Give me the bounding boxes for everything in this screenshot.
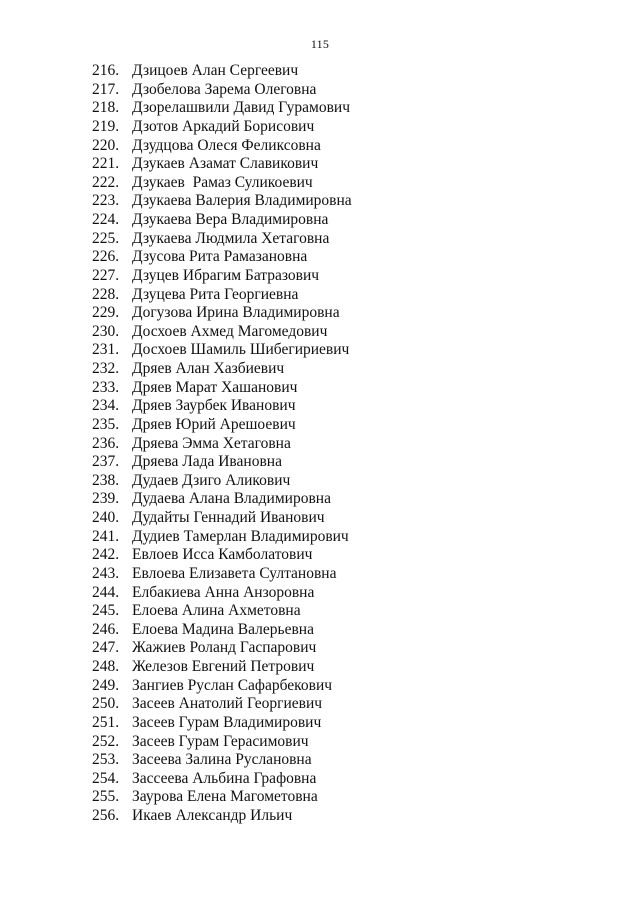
list-item-number: 237. [92,453,120,471]
list-item-number: 224. [92,211,120,228]
list-item-name: Засеев Гурам Герасимович [132,732,309,750]
list-item-number: 245. [92,602,120,620]
list-item-number: 247. [92,639,120,657]
list-item-name: Елоева Мадина Валерьевна [132,620,314,638]
list-item-number: 220. [92,136,120,154]
list-item-name: Дзотов Аркадий Борисович [132,117,315,135]
list-item-number: 222. [92,173,120,191]
list-item [92,323,352,342]
list-item-number: 218. [92,99,120,117]
list-item-number: 244. [92,583,120,601]
list-item [92,211,352,230]
list-item-name: Дзорелашвили Давид Гурамович [132,99,350,117]
list-item-number: 236. [92,434,120,452]
list-item-name: Дзукаева Валерия Владимировна [132,192,352,210]
list-item-number: 233. [92,378,120,396]
list-item-number: 238. [92,471,120,489]
list-item-name: Железов Евгений Петрович [132,658,315,675]
list-item-name: Дряева Лада Ивановна [132,453,282,471]
list-item-name: Дзусова Рита Рамазановна [132,248,308,266]
list-item-number: 255. [92,788,120,806]
list-item [92,602,352,621]
list-item-number: 246. [92,620,120,638]
list-item-number: 217. [92,80,120,98]
list-item [92,528,352,547]
list-item-number: 251. [92,713,120,731]
list-item-name: Дудаева Алана Владимировна [132,490,331,508]
list-item [92,62,352,81]
list-item-name: Дряев Заурбек Иванович [132,397,296,415]
list-item-number: 232. [92,360,120,377]
list-item-number: 243. [92,564,120,582]
list-item-name: Дзукаева Людмила Хетаговна [132,229,330,247]
list-item-number: 235. [92,415,120,433]
list-item-name: Дряев Марат Хашанович [132,378,298,396]
list-item [92,118,352,137]
list-item-name: Досхоев Шамиль Шибегириевич [132,341,350,359]
list-item-number: 221. [92,155,120,173]
list-item [92,546,352,565]
list-item [92,695,352,714]
list-item-number: 226. [92,248,120,266]
list-item-name: Дудайты Геннадий Иванович [132,509,325,526]
list-item-name: Дзицоев Алан Сергеевич [132,62,299,79]
list-item [92,565,352,584]
list-item-name: Заурова Елена Магометовна [132,788,318,806]
list-item-number: 254. [92,769,120,787]
list-item-number: 250. [92,695,120,713]
list-item-name: Дряев Алан Хазбиевич [132,360,285,377]
list-item-number: 234. [92,397,120,415]
list-item-number: 240. [92,509,120,526]
list-item-name: Дудиев Тамерлан Владимирович [132,527,349,545]
list-item-number: 242. [92,546,120,564]
name-list [92,62,352,826]
list-item-number: 230. [92,322,120,340]
list-item [92,155,352,174]
list-item-name: Досхоев Ахмед Магомедович [132,322,328,340]
list-item-name: Елоева Алина Ахметовна [132,602,301,620]
list-item [92,714,352,733]
list-item-name: Дзуцева Рита Георгиевна [132,285,299,303]
list-item-name: Дзукаева Вера Владимировна [132,211,329,228]
list-item [92,435,352,454]
list-item-number: 241. [92,527,120,545]
list-item [92,807,352,826]
list-item-name: Дзудцова Олеся Феликсовна [132,136,321,154]
list-item [92,658,352,677]
list-item-name: Евлоева Елизавета Султановна [132,564,337,582]
list-item [92,751,352,770]
list-item-number: 216. [92,62,120,79]
list-item [92,397,352,416]
list-item [92,733,352,752]
list-item-name: Дряева Эмма Хетаговна [132,434,291,452]
list-item [92,230,352,249]
list-item-name: Засеева Залина Руслановна [132,751,312,769]
list-item-name: Дзукаев Рамаз Суликоевич [132,173,313,191]
list-item-name: Дзукаев Азамат Славикович [132,155,319,173]
list-item [92,677,352,696]
list-item-name: Догузова Ирина Владимировна [132,304,340,322]
list-item-name: Засеев Гурам Владимирович [132,713,322,731]
list-item [92,360,352,379]
list-item [92,286,352,305]
list-item-name: Жажиев Роланд Гаспарович [132,639,317,657]
list-item-number: 248. [92,658,120,675]
list-item-number: 256. [92,807,120,824]
list-item [92,490,352,509]
list-item [92,584,352,603]
list-item [92,248,352,267]
list-item [92,81,352,100]
list-item [92,621,352,640]
list-item [92,770,352,789]
list-item-number: 252. [92,732,120,750]
list-item-number: 227. [92,266,120,284]
list-item [92,379,352,398]
list-item-number: 231. [92,341,120,359]
list-item [92,99,352,118]
list-item [92,304,352,323]
list-item-number: 239. [92,490,120,508]
list-item [92,509,352,528]
list-item [92,472,352,491]
list-item [92,341,352,360]
list-item-name: Дзуцев Ибрагим Батразович [132,266,320,284]
list-item-name: Засеев Анатолий Георгиевич [132,695,323,713]
list-item-name: Зангиев Руслан Сафарбекович [132,676,333,694]
list-item-number: 228. [92,285,120,303]
list-item [92,192,352,211]
list-item-name: Зассеева Альбина Графовна [132,769,317,787]
list-item-number: 249. [92,676,120,694]
list-item [92,174,352,193]
list-item [92,416,352,435]
list-item-number: 253. [92,751,120,769]
list-item [92,137,352,156]
list-item-number: 223. [92,192,120,210]
list-item-name: Евлоев Исса Камболатович [132,546,313,564]
list-item [92,788,352,807]
page-number: 115 [310,37,330,51]
list-item-name: Дзобелова Зарема Олеговна [132,80,317,98]
list-item [92,639,352,658]
list-item-name: Елбакиева Анна Анзоровна [132,583,315,601]
list-item-number: 229. [92,304,120,322]
list-item-name: Дряев Юрий Арешоевич [132,415,296,433]
list-item-number: 225. [92,229,120,247]
list-item [92,453,352,472]
list-item-name: Дудаев Дзиго Аликович [132,471,291,489]
list-item-number: 219. [92,117,120,135]
list-item [92,267,352,286]
list-item-name: Икаев Александр Ильич [132,807,293,824]
